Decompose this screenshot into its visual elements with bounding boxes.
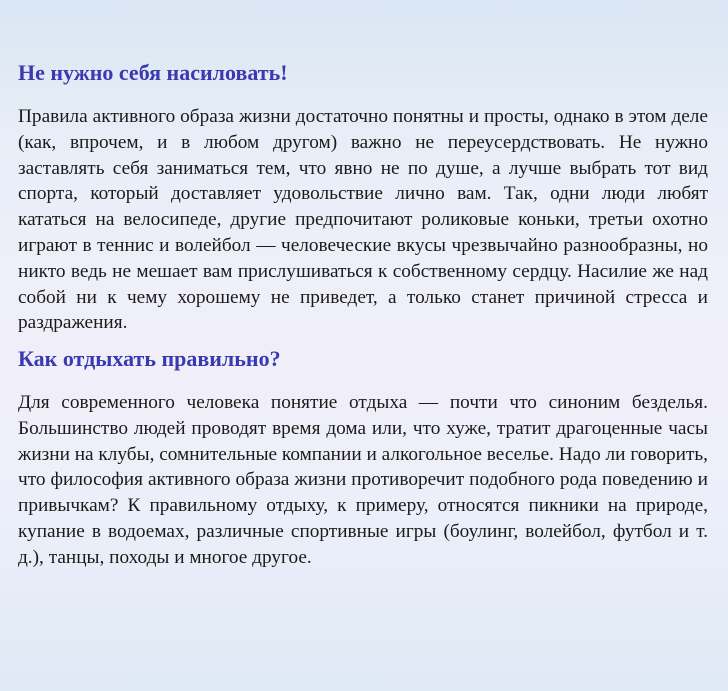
section-paragraph-forcing: Правила активного образа жизни достаточно понятны и просты, однако в этом деле (как, впрочем, и в любом другом) важно не переусердствовать. Не нужно заставлять себя заниматься тем, что явно не по душе, а лучше выбрать тот вид спорта, который доставляет удовольствие лично вам. Так, одни люди любят кататься на велосипеде, другие предпочитают роликовые коньки, третьи охотно играют в теннис и волейбол — человеческие вкусы чрезвычайно разнообразны, но никто ведь не мешает вам прислушиваться к собственному сердцу. Насилие же над собой ни к чему хорошему не приведет, а только станет причиной стресса и раздражения. — [18, 106, 708, 334]
section-heading-forcing: Не нужно себя насиловать! — [18, 60, 288, 85]
section-heading-rest: Как отдыхать правильно? — [18, 346, 281, 371]
section-paragraph-rest: Для современного человека понятие отдыха — почти что синоним безделья. Большинство людей проводят время дома или, что хуже, тратит драгоценные часы жизни на клубы, сомнительные компании и алкогольное веселье. Надо ли говорить, что философия активного образа жизни противоречит подобного рода поведению и привычкам? К правильному отдыху, к примеру, относятся пикники на природе, купание в водоемах, различные спортивные игры (боулинг, волейбол, футбол и т. д.), танцы, походы и многое другое. — [18, 392, 708, 568]
